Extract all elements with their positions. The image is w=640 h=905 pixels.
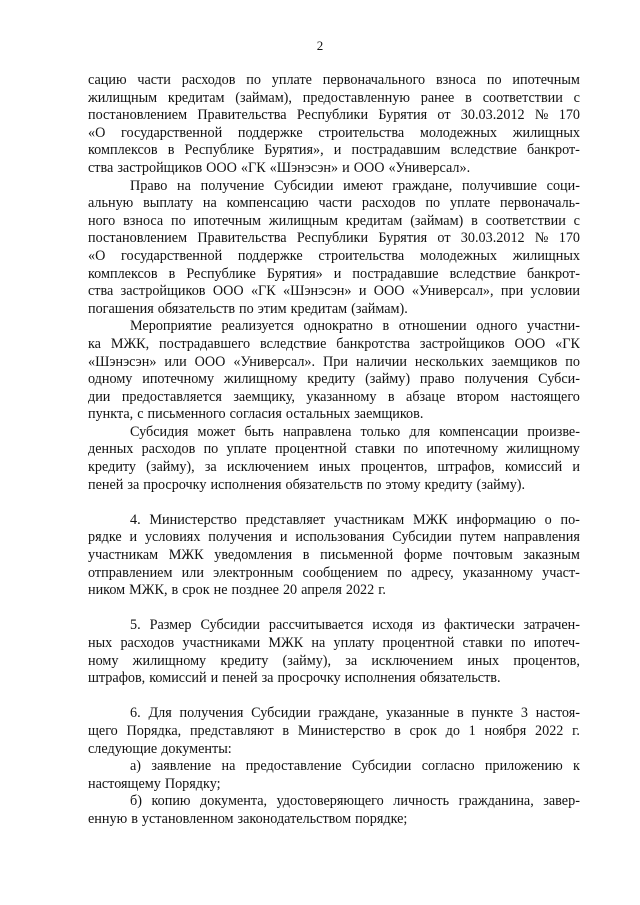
text-line: «О государственной поддержке строительства молодежных жилищных bbox=[88, 247, 580, 264]
text-line: денных расходов по уплате процентной ставки по ипотечному жилищному bbox=[88, 441, 580, 458]
text-line: штрафов, комиссий и пеней за просрочку исполнения обязательств. bbox=[88, 670, 501, 687]
text-line: постановлением Правительства Республики Бурятия от 30.03.2012 № 170 bbox=[88, 230, 580, 247]
text-line: пункта, с письменного согласия остальных заемщиков. bbox=[88, 406, 424, 423]
text-line: Субсидия может быть направлена только для компенсации произве- bbox=[130, 423, 580, 440]
paragraph bbox=[88, 72, 580, 178]
paragraph bbox=[88, 758, 580, 793]
text-line: ка МЖК, пострадавшего вследствие банкротства застройщиков ООО «ГК bbox=[88, 335, 580, 352]
paragraph bbox=[88, 512, 580, 600]
text-line: «Шэнэсэн» или ООО «Универсал». При наличии нескольких заемщиков по bbox=[88, 353, 580, 370]
text-line: ному жилищному кредиту (займу), за исключением иных процентов, bbox=[88, 652, 580, 669]
paragraph-gap bbox=[88, 600, 580, 618]
text-line: 5. Размер Субсидии рассчитывается исходя из фактически затрачен- bbox=[130, 617, 580, 634]
text-line: 4. Министерство представляет участникам МЖК информацию о по- bbox=[130, 511, 580, 528]
text-line: альную выплату на компенсацию части расходов по уплате первоначаль- bbox=[88, 195, 580, 212]
paragraph bbox=[88, 424, 580, 494]
document-body bbox=[88, 72, 580, 829]
text-line: погашения обязательств по этим кредитам (займам). bbox=[88, 300, 408, 317]
text-line: одному ипотечному жилищному кредиту (займу) право получения Субси- bbox=[88, 371, 580, 388]
text-line: ных расходов участниками МЖК на уплату процентной ставки по ипотеч- bbox=[88, 635, 580, 651]
text-line: участникам МЖК уведомления в письменной форме почтовым заказным bbox=[88, 547, 580, 564]
text-line: комплексов в Республике Бурятия» и пострадавшие вследствие банкрот- bbox=[88, 265, 580, 282]
paragraph bbox=[88, 178, 580, 319]
page-number: 2 bbox=[316, 38, 324, 53]
text-line: дии предоставляется заемщику, указанному в абзаце втором настоящего bbox=[88, 388, 580, 405]
text-line: «О государственной поддержке строительства молодежных жилищных bbox=[88, 124, 580, 141]
text-line: ником МЖК, в срок не позднее 20 апреля 2022 г. bbox=[88, 582, 386, 599]
text-line: б) копию документа, удостоверяющего личность гражданина, завер- bbox=[130, 793, 580, 810]
text-line: а) заявление на предоставление Субсидии согласно приложению к bbox=[130, 758, 580, 775]
text-line: кредиту (займу), за исключением иных процентов, штрафов, комиссий и bbox=[88, 459, 580, 476]
text-line: ства застройщиков ООО «ГК «Шэнэсэн» и ООО «Универсал», при условии bbox=[88, 283, 580, 300]
text-line: комплексов в Республике Бурятия», и пострадавшим вследствие банкрот- bbox=[88, 142, 580, 159]
text-line: отправлением или электронным сообщением по адресу, указанному участ- bbox=[88, 564, 580, 581]
text-line: жилищным кредитам (займам), предоставленную ранее в соответствии с bbox=[88, 89, 580, 106]
paragraph-gap bbox=[88, 494, 580, 512]
text-line: сацию части расходов по уплате первоначального взноса по ипотечным bbox=[88, 72, 580, 88]
paragraph bbox=[88, 705, 580, 758]
paragraph-gap bbox=[88, 688, 580, 706]
paragraph bbox=[88, 318, 580, 424]
text-line: енную в установленном законодательством порядке; bbox=[88, 810, 408, 827]
text-line: 6. Для получения Субсидии граждане, указанные в пункте 3 настоя- bbox=[130, 705, 580, 722]
text-line: постановлением Правительства Республики Бурятия от 30.03.2012 № 170 bbox=[88, 107, 580, 124]
text-line: ного взноса по ипотечным жилищным кредитам (займам) в соответствии с bbox=[88, 212, 580, 229]
paragraph bbox=[88, 617, 580, 687]
text-line: ства застройщиков ООО «ГК «Шэнэсэн» и ООО «Универсал». bbox=[88, 159, 471, 176]
text-line: пеней за просрочку исполнения обязательств по этому кредиту (займу). bbox=[88, 476, 526, 493]
text-line: щего Порядка, представляют в Министерство в срок до 1 ноября 2022 г. bbox=[88, 722, 580, 739]
text-line: настоящему Порядку; bbox=[88, 775, 221, 792]
text-line: рядке и условиях получения и использования Субсидии путем направления bbox=[88, 529, 580, 546]
text-line: Мероприятие реализуется однократно в отношении одного участни- bbox=[130, 318, 580, 335]
text-line: Право на получение Субсидии имеют граждане, получившие соци- bbox=[130, 177, 580, 194]
paragraph bbox=[88, 793, 580, 828]
text-line: следующие документы: bbox=[88, 740, 232, 757]
